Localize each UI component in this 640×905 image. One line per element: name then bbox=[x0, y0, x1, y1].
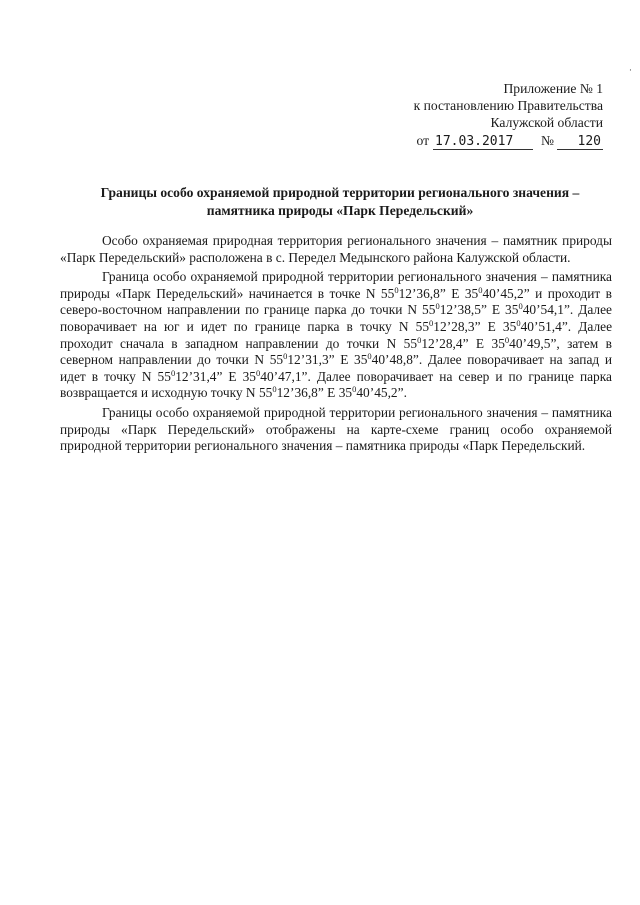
paragraph-boundary: Граница особо охраняемой природной территории регионального значения – памятника природы «Парк Передельский» начинается в точке N $55^012’36,8$” E $35^040’45,2$” и проходит в северо-восточном направлении по границе парка до точки N $55^012’38,5$” E $35^040’54,1$”. Далее поворачивает на юг и идет по границе парка в точку N $55^012’28,3$” E $35^040’51,4$”. Далее проходит сначала в западном направлении до точки N $55^012’28,4$” E $35^040’49,5$”, затем в северном направлении до точки N $55^012’31,3$” E $35^040’48,8$”. Далее поворачивает на запад и идет в точку N $55^012’31,4$” E $35^040’47,1$”. Далее поворачивает на север и по границе парка возвращается и исходную точку N $55^012’36,8$” E $35^040’45,2$”. bbox=[60, 269, 613, 401]
appendix-header bbox=[303, 80, 603, 150]
number-label: № bbox=[541, 133, 554, 148]
corner-mark: · bbox=[629, 66, 632, 76]
paragraph-location: Особо охраняемая природная территория регионального значения – памятник природы «Парк Передельский» расположена в с. Передел Медынского района Калужской области. bbox=[60, 233, 612, 265]
document-title bbox=[60, 184, 620, 220]
title-line-1: Границы особо охраняемой природной территории регионального значения – bbox=[100, 185, 580, 200]
appendix-region: Калужской области bbox=[490, 115, 603, 130]
appendix-number: Приложение № 1 bbox=[503, 81, 603, 96]
resolution-date: 17.03.2017 bbox=[433, 135, 533, 150]
document-body bbox=[60, 233, 612, 458]
resolution-date-line bbox=[303, 132, 603, 150]
appendix-resolution-ref: к постановлению Правительства bbox=[413, 98, 603, 113]
title-line-2: памятника природы «Парк Передельский» bbox=[206, 203, 474, 218]
date-prefix: от bbox=[416, 133, 430, 148]
paragraph-map-reference: Границы особо охраняемой природной территории регионального значения – памятника природы «Парк Передельский» отображены на карте-схеме границ особо охраняемой природной территории регионального значения – памятника природы «Парк Передельский. bbox=[60, 404, 612, 454]
resolution-number: 120 bbox=[557, 135, 603, 150]
